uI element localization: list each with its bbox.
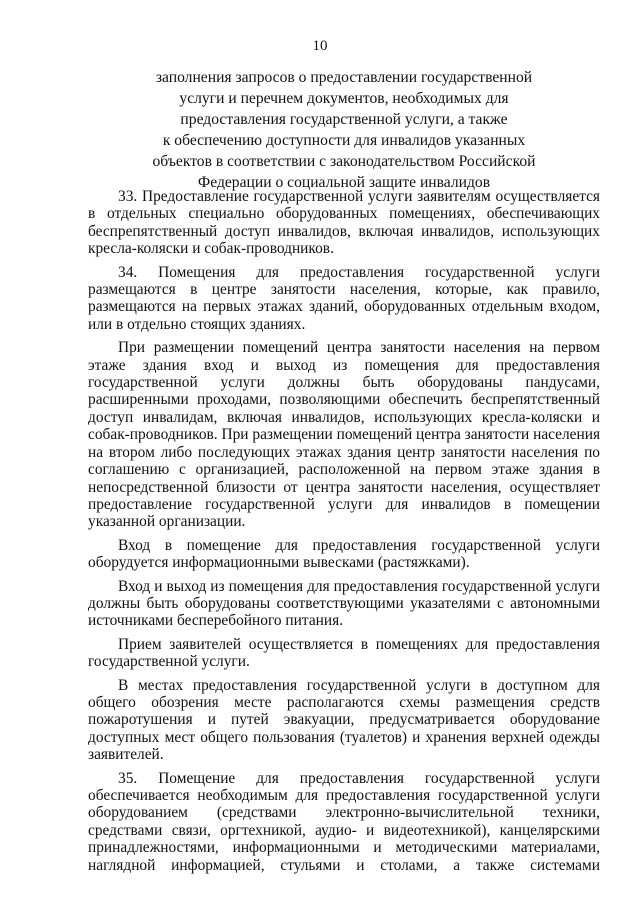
paragraph-line: оборудуется информационными вывесками (растяжками). — [88, 554, 470, 572]
paragraph — [88, 770, 600, 874]
paragraph — [88, 677, 600, 764]
paragraph-line: доступ инвалидам, включая инвалидов, использующих кресла-коляски и — [88, 408, 600, 426]
heading-line: предоставления государственной услуги, а также — [180, 111, 508, 128]
paragraph-line: пожаротушения и путей эвакуации, предусматривается оборудование — [88, 711, 600, 729]
paragraph-line: указанной организации. — [88, 513, 246, 531]
paragraph-line: обеспечивается необходимым для предоставления государственной услуги — [88, 787, 600, 804]
paragraph-line: заявителей. — [88, 746, 164, 764]
paragraph-line: собак-проводников. При размещении помещений центра занятости населения — [88, 426, 601, 444]
paragraph-line: размещаются в центре занятости населения, которые, как правило, — [88, 281, 600, 299]
paragraph-line: предоставление государственной услуги для инвалидов в помещении — [88, 495, 600, 513]
paragraph — [88, 636, 600, 671]
paragraph-line: расширенными проходами, позволяющими обеспечить беспрепятственный — [88, 391, 600, 409]
paragraph-line: кресла-коляски и собак-проводников. — [88, 240, 334, 258]
paragraph-line: общего обозрения месте располагаются схемы размещения средств — [88, 693, 600, 711]
heading-line: объектов в соответствии с законодательством Российской — [152, 153, 536, 170]
paragraph — [88, 264, 600, 334]
paragraph-line: Вход и выход из помещения для предоставления государственной услуги — [118, 577, 600, 595]
paragraph-line: или в отдельно стоящих зданиях. — [88, 315, 306, 333]
paragraph — [88, 339, 600, 530]
paragraph-line: средствами связи, оргтехникой, аудио- и видеотехникой), канцелярскими — [88, 821, 600, 839]
paragraph-line: В местах предоставления государственной услуги в доступном для — [118, 676, 600, 694]
heading-line: Федерации о социальной защите инвалидов — [197, 174, 491, 191]
paragraph-line: беспрепятственный доступ инвалидов, включая инвалидов, использующих — [88, 222, 600, 240]
paragraph-line: размещаются на первых этажах зданий, оборудованных отдельным входом, — [88, 298, 600, 316]
paragraph-line: этаже здания вход и выход из помещения для предоставления — [88, 356, 600, 374]
heading-line: заполнения запросов о предоставлении государственной — [155, 69, 533, 86]
paragraph-line: в отдельных специально оборудованных помещениях, обеспечивающих — [88, 205, 600, 223]
paragraph-line: на втором либо последующих этажах здания центр занятости населения по — [88, 443, 600, 461]
paragraph — [88, 578, 600, 630]
paragraph-line: Вход в помещение для предоставления государственной услуги — [118, 536, 600, 554]
paragraph-line: соглашению с организацией, расположенной на первом этаже здания в — [88, 461, 600, 479]
document-body — [88, 188, 600, 880]
paragraph-line: При размещении помещений центра занятости населения на первом — [118, 339, 600, 357]
page-number: 10 — [312, 38, 328, 54]
heading-line: услуги и перечнем документов, необходимых для — [179, 90, 509, 107]
paragraph-line: 33. Предоставление государственной услуги заявителям осуществляется — [118, 188, 600, 205]
paragraph — [88, 188, 600, 258]
paragraph-line: Прием заявителей осуществляется в помещениях для предоставления — [118, 635, 600, 653]
paragraph-line: государственной услуги должны быть оборудованы пандусами, — [88, 374, 600, 392]
paragraph-line: доступных мест общего пользования (туалетов) и хранения верхней одежды — [88, 728, 600, 746]
paragraph-line: должны быть оборудованы соответствующими указателями с автономными — [88, 594, 600, 612]
paragraph-line: наглядной информацией, стульями и столами, а также системами — [88, 856, 600, 874]
paragraph-line: государственной услуги. — [88, 653, 250, 671]
paragraph — [88, 537, 600, 572]
heading-line: к обеспечению доступности для инвалидов указанных — [162, 132, 526, 149]
paragraph-line: источниками бесперебойного питания. — [88, 612, 344, 630]
paragraph-line: оборудованием (средствами электронно-вычислительной техники, — [88, 804, 600, 822]
paragraph-line: непосредственной близости от центра занятости населения, осуществляет — [88, 478, 600, 496]
paragraph-line: 34. Помещения для предоставления государственной услуги — [118, 263, 600, 281]
section-heading — [96, 67, 592, 193]
paragraph-line: 35. Помещение для предоставления государственной услуги — [118, 769, 600, 787]
paragraph-line: принадлежностями, информационными и методическими материалами, — [88, 839, 600, 857]
